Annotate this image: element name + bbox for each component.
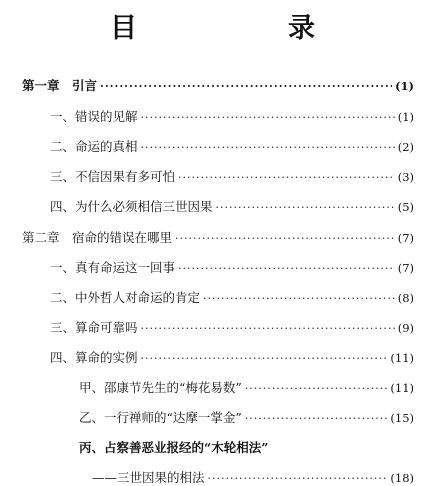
toc-entry-1-4[interactable] [50,197,414,215]
toc-entry-2-3[interactable] [50,318,414,336]
dot-leader [141,322,395,335]
dot-leader [175,232,395,245]
toc-entry-label: 甲、邵康节先生的“梅花易数” [79,380,242,395]
toc-entry-label: 乙、一行禅师的“达摩一掌金” [79,410,242,425]
toc-entry-2-1[interactable] [50,258,414,276]
dot-leader [203,292,395,305]
toc-entry-1-1[interactable] [50,107,414,125]
page-title: 目 录 [110,13,377,44]
toc-entry-page: (3) [397,170,414,184]
dot-leader [141,111,395,124]
toc-entry-2-4-c[interactable] [79,438,414,456]
toc-entry-page: (8) [397,291,414,305]
toc-entry-page: (15) [390,411,414,425]
toc-entry-page: (7) [397,261,414,275]
toc-entry-label: ——三世因果的相法 [92,470,205,485]
toc-entry-chapter-1[interactable] [22,76,414,94]
dot-leader [141,141,395,154]
toc-entry-label: 四、算命的实例 [50,350,138,365]
toc-entry-page: (1) [395,79,414,93]
dot-leader [216,201,395,214]
dot-leader [245,382,388,395]
toc-entry-label: 一、错误的见解 [50,109,138,124]
toc-entry-label: 四、为什么必须相信三世因果 [50,199,213,214]
toc-entry-chapter-2[interactable] [22,228,414,246]
toc-entry-2-2[interactable] [50,288,414,306]
toc-entry-page: (9) [397,321,414,335]
toc-entry-label: 二、命运的真相 [50,139,138,154]
toc-entry-2-4-a[interactable] [79,378,414,396]
toc-entry-page: (7) [397,231,414,245]
toc-entry-1-3[interactable] [50,167,414,185]
toc-entry-page: (18) [390,471,414,485]
toc-entry-label: 一、真有命运这一回事 [50,260,176,275]
toc-entry-1-2[interactable] [50,137,414,155]
toc-entry-2-4[interactable] [50,348,414,366]
dot-leader [245,412,388,425]
toc-entry-page: (2) [397,140,414,154]
dot-leader [141,352,388,365]
dot-leader [208,472,388,485]
toc-entry-label: 丙、占察善恶业报经的“木轮相法” [79,440,269,455]
toc-entry-page: (1) [397,110,414,124]
toc-entry-label: 二、中外哲人对命运的肯定 [50,290,201,305]
toc-entry-label: 三、算命可靠吗 [50,320,138,335]
dot-leader [178,171,395,184]
toc-entry-2-4-c-sub[interactable] [92,468,414,486]
toc-entry-page: (5) [397,200,414,214]
toc-entry-label: 三、不信因果有多可怕 [50,169,176,184]
toc-entry-page: (11) [390,351,414,365]
toc-entry-label: 第二章 宿命的错误在哪里 [22,230,173,245]
dot-leader [100,80,392,93]
toc-entry-page: (11) [390,381,414,395]
toc-entry-label: 第一章 引言 [22,78,98,93]
toc-entry-2-4-b[interactable] [79,408,414,426]
dot-leader [178,262,395,275]
